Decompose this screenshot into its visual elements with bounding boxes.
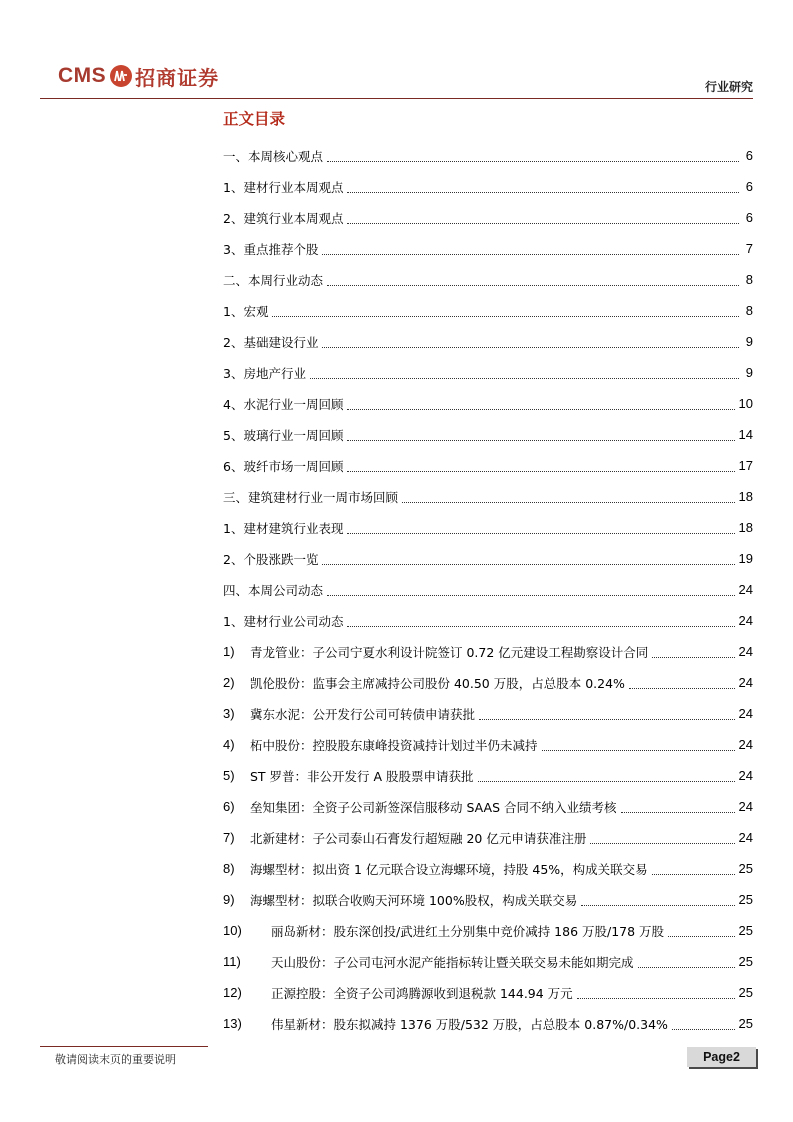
toc-entry-title: 4、水泥行业一周回顾 bbox=[223, 396, 344, 412]
toc-subentry-title: 丽岛新材：股东深创投/武进红土分别集中竞价减持 186 万股/178 万股 bbox=[271, 923, 665, 939]
toc-entry-page: 17 bbox=[738, 458, 753, 473]
logo-latin-text: CMS bbox=[58, 64, 107, 87]
toc-subentry-title: 天山股份：子公司屯河水泥产能指标转让暨关联交易未能如期完成 bbox=[271, 954, 634, 970]
toc-entry-page: 10 bbox=[738, 396, 753, 411]
toc-entry[interactable] bbox=[223, 264, 753, 295]
toc-entry-page: 24 bbox=[738, 706, 753, 721]
page-header bbox=[0, 0, 793, 100]
toc-entry-title: 1、宏观 bbox=[223, 303, 269, 319]
toc-entry-page: 25 bbox=[738, 892, 753, 907]
toc-entry-page: 8 bbox=[745, 272, 753, 287]
dot-leader bbox=[327, 284, 739, 286]
toc-entry[interactable] bbox=[223, 357, 753, 388]
toc-subentry-title: 凯伦股份：监事会主席减持公司股份 40.50 万股，占总股本 0.24% bbox=[250, 675, 625, 691]
toc-subentry-number: 5) bbox=[223, 768, 235, 783]
toc-entry-title: 3、重点推荐个股 bbox=[223, 241, 319, 257]
toc-subentry[interactable] bbox=[223, 636, 753, 667]
dot-leader bbox=[668, 935, 734, 937]
toc-entry-page: 25 bbox=[738, 954, 753, 969]
dot-leader bbox=[638, 966, 735, 968]
dot-leader bbox=[629, 687, 735, 689]
dot-leader bbox=[652, 656, 734, 658]
toc-entry[interactable] bbox=[223, 419, 753, 450]
toc-subentry-number: 11) bbox=[223, 954, 241, 969]
toc-entry-page: 25 bbox=[738, 1016, 753, 1031]
toc-entry[interactable] bbox=[223, 171, 753, 202]
dot-leader bbox=[347, 625, 734, 627]
toc-entry-page: 9 bbox=[745, 334, 753, 349]
toc-subentry-number: 8) bbox=[223, 861, 235, 876]
toc-entry-page: 25 bbox=[738, 923, 753, 938]
toc-entry-title: 二、本周行业动态 bbox=[223, 272, 324, 288]
dot-leader bbox=[581, 904, 734, 906]
toc-entry[interactable] bbox=[223, 295, 753, 326]
toc-entry-page: 24 bbox=[738, 830, 753, 845]
toc-subentry-number: 9) bbox=[223, 892, 235, 907]
dot-leader bbox=[347, 222, 739, 224]
dot-leader bbox=[542, 749, 735, 751]
toc-entry-page: 24 bbox=[738, 582, 753, 597]
toc-subentry[interactable] bbox=[223, 791, 753, 822]
toc-entry-page: 19 bbox=[738, 551, 753, 566]
toc-entry-page: 9 bbox=[745, 365, 753, 380]
toc-entry[interactable] bbox=[223, 140, 753, 171]
dot-leader bbox=[621, 811, 735, 813]
toc-subentry-number: 2) bbox=[223, 675, 235, 690]
toc-subentry-number: 3) bbox=[223, 706, 235, 721]
toc-entry[interactable] bbox=[223, 202, 753, 233]
toc-entry-page: 6 bbox=[745, 148, 753, 163]
dot-leader bbox=[402, 501, 735, 503]
dot-leader bbox=[322, 563, 734, 565]
toc-entry-page: 6 bbox=[745, 210, 753, 225]
toc-subentry[interactable] bbox=[223, 946, 753, 977]
toc-subentry-number: 7) bbox=[223, 830, 235, 845]
toc-entry-title: 1、建材建筑行业表现 bbox=[223, 520, 344, 536]
footer-divider bbox=[40, 1046, 208, 1047]
toc-subentry-title: 海螺型材：拟联合收购天河环境 100%股权，构成关联交易 bbox=[250, 892, 578, 908]
toc-entry-title: 6、玻纤市场一周回顾 bbox=[223, 458, 344, 474]
toc-subentry[interactable] bbox=[223, 822, 753, 853]
dot-leader bbox=[347, 470, 734, 472]
toc-subentry[interactable] bbox=[223, 853, 753, 884]
toc-entry-title: 5、玻璃行业一周回顾 bbox=[223, 427, 344, 443]
header-divider bbox=[40, 98, 753, 99]
toc-entry-page: 7 bbox=[745, 241, 753, 256]
toc-entry-title: 四、本周公司动态 bbox=[223, 582, 324, 598]
toc-subentry-title: 垒知集团：全资子公司新签深信服移动 SAAS 合同不纳入业绩考核 bbox=[250, 799, 617, 815]
dot-leader bbox=[478, 780, 735, 782]
toc-subentry[interactable] bbox=[223, 760, 753, 791]
dot-leader bbox=[672, 1028, 735, 1030]
toc-subentry-title: 青龙管业：子公司宁夏水利设计院签订 0.72 亿元建设工程勘察设计合同 bbox=[250, 644, 649, 660]
toc-entry-title: 2、基础建设行业 bbox=[223, 334, 319, 350]
table-of-contents bbox=[223, 140, 753, 1039]
dot-leader bbox=[652, 873, 735, 875]
toc-entry-page: 25 bbox=[738, 861, 753, 876]
toc-subentry-number: 13) bbox=[223, 1016, 242, 1031]
dot-leader bbox=[590, 842, 734, 844]
logo-chinese-text: 招商证券 bbox=[135, 65, 220, 90]
logo-emblem-icon bbox=[110, 65, 132, 87]
toc-subentry-number: 1) bbox=[223, 644, 235, 659]
toc-entry-title: 三、建筑建材行业一周市场回顾 bbox=[223, 489, 399, 505]
toc-entry-page: 24 bbox=[738, 768, 753, 783]
toc-entry-title: 2、个股涨跌一览 bbox=[223, 551, 319, 567]
toc-entry-title: 1、建材行业本周观点 bbox=[223, 179, 344, 195]
toc-entry-page: 18 bbox=[738, 520, 753, 535]
toc-subentry-title: ST 罗普：非公开发行 A 股股票申请获批 bbox=[250, 768, 474, 784]
toc-title: 正文目录 bbox=[223, 110, 286, 128]
toc-entry-page: 8 bbox=[745, 303, 753, 318]
dot-leader bbox=[322, 253, 739, 255]
report-section-label: 行业研究 bbox=[704, 80, 753, 94]
cms-logo bbox=[58, 62, 219, 90]
dot-leader bbox=[347, 439, 734, 441]
toc-entry[interactable] bbox=[223, 326, 753, 357]
toc-subentry-number: 4) bbox=[223, 737, 235, 752]
toc-entry-page: 24 bbox=[738, 613, 753, 628]
toc-entry-page: 24 bbox=[738, 799, 753, 814]
toc-subentry-number: 6) bbox=[223, 799, 235, 814]
dot-leader bbox=[347, 408, 734, 410]
dot-leader bbox=[272, 315, 739, 317]
toc-entry-page: 14 bbox=[738, 427, 753, 442]
dot-leader bbox=[322, 346, 739, 348]
toc-entry[interactable] bbox=[223, 605, 753, 636]
toc-subentry-title: 冀东水泥：公开发行公司可转债申请获批 bbox=[250, 706, 476, 722]
toc-entry-title: 2、建筑行业本周观点 bbox=[223, 210, 344, 226]
toc-subentry-number: 12) bbox=[223, 985, 242, 1000]
toc-entry[interactable] bbox=[223, 481, 753, 512]
dot-leader bbox=[479, 718, 735, 720]
toc-subentry[interactable] bbox=[223, 729, 753, 760]
toc-entry-page: 24 bbox=[738, 644, 753, 659]
dot-leader bbox=[327, 160, 739, 162]
toc-entry[interactable] bbox=[223, 450, 753, 481]
footer-disclaimer: 敬请阅读末页的重要说明 bbox=[55, 1053, 176, 1066]
page-number-badge: Page2 bbox=[687, 1047, 756, 1067]
dot-leader bbox=[347, 532, 734, 534]
toc-subentry-title: 北新建材：子公司泰山石膏发行超短融 20 亿元申请获准注册 bbox=[250, 830, 587, 846]
toc-entry-page: 6 bbox=[745, 179, 753, 194]
toc-subentry[interactable] bbox=[223, 884, 753, 915]
toc-entry[interactable] bbox=[223, 574, 753, 605]
toc-subentry-number: 10) bbox=[223, 923, 242, 938]
toc-entry[interactable] bbox=[223, 543, 753, 574]
toc-subentry-title: 海螺型材：拟出资 1 亿元联合设立海螺环境，持股 45%，构成关联交易 bbox=[250, 861, 648, 877]
toc-subentry-title: 正源控股：全资子公司鸿腾源收到退税款 144.94 万元 bbox=[271, 985, 573, 1001]
toc-subentry[interactable] bbox=[223, 977, 753, 1008]
toc-subentry-title: 伟星新材：股东拟减持 1376 万股/532 万股，占总股本 0.87%/0.34% bbox=[271, 1016, 668, 1032]
toc-entry[interactable] bbox=[223, 233, 753, 264]
toc-entry[interactable] bbox=[223, 388, 753, 419]
toc-subentry-title: 柘中股份：控股股东康峰投资减持计划过半仍未减持 bbox=[250, 737, 538, 753]
toc-entry[interactable] bbox=[223, 512, 753, 543]
toc-entry-page: 18 bbox=[738, 489, 753, 504]
toc-entry-page: 24 bbox=[738, 675, 753, 690]
toc-entry-title: 一、本周核心观点 bbox=[223, 148, 324, 164]
toc-entry-title: 1、建材行业公司动态 bbox=[223, 613, 344, 629]
toc-entry-page: 24 bbox=[738, 737, 753, 752]
toc-subentry[interactable] bbox=[223, 667, 753, 698]
toc-entry-title: 3、房地产行业 bbox=[223, 365, 306, 381]
dot-leader bbox=[327, 594, 735, 596]
toc-entry-page: 25 bbox=[738, 985, 753, 1000]
toc-subentry[interactable] bbox=[223, 698, 753, 729]
dot-leader bbox=[347, 191, 739, 193]
toc-subentry[interactable] bbox=[223, 1008, 753, 1039]
dot-leader bbox=[310, 377, 739, 379]
dot-leader bbox=[577, 997, 735, 999]
toc-subentry[interactable] bbox=[223, 915, 753, 946]
